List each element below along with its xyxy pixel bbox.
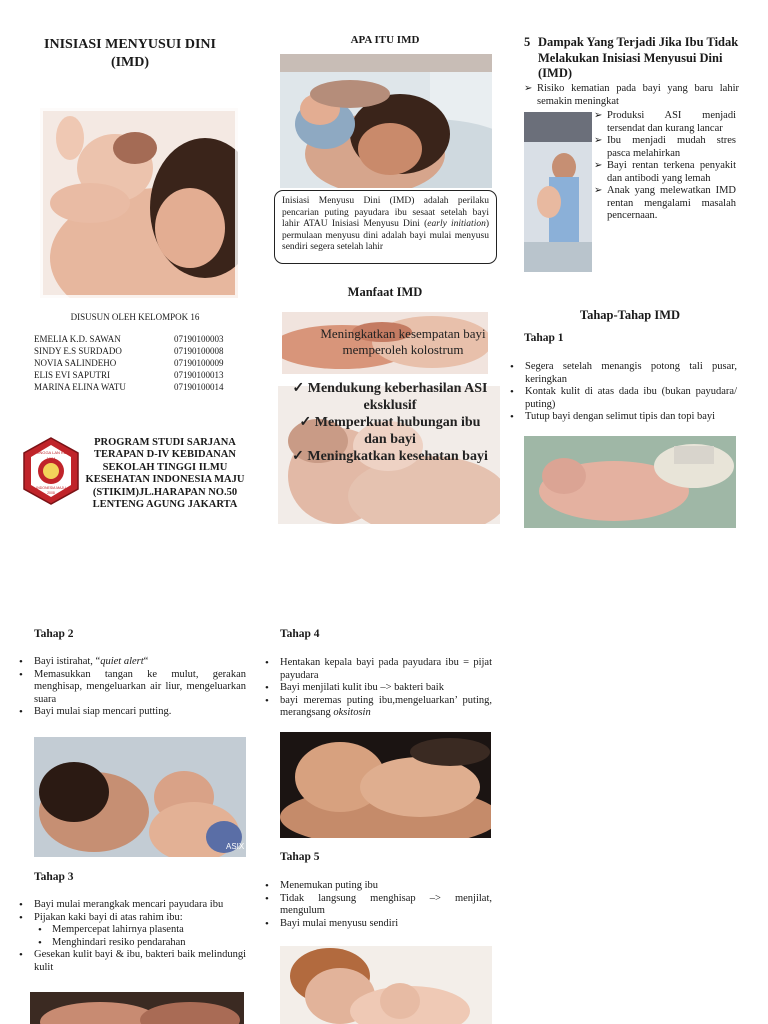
svg-text:1984: 1984: [46, 456, 56, 461]
stikim-logo: [20, 436, 82, 506]
dampak-list: [594, 110, 736, 223]
manfaat-item-text: Mendukung keberhasilan ASI eksklusif: [307, 381, 488, 413]
dampak-first-item: [524, 83, 739, 108]
manfaat-item-text: Memperkuat hubungan ibu dan bayi: [314, 415, 481, 447]
manfaat-list: [290, 326, 490, 465]
member-row: EMELIA K.D. SAWAN 07190100003: [34, 334, 224, 344]
member-row: MARINA ELINA WATU 07190100014: [34, 382, 224, 392]
check-icon: ✓: [292, 381, 305, 396]
dampak-item: ➢ Risiko kematian pada bayi yang baru lahir semakin meningkat: [524, 83, 739, 108]
check-icon: ✓: [292, 449, 304, 464]
tahap-1-list: [507, 361, 737, 424]
manfaat-item: [290, 448, 490, 465]
section-heading-apa-itu-imd: APA ITU IMD: [350, 34, 420, 46]
tahap-1-label: Tahap 1: [524, 332, 564, 344]
program-line: PROGRAM STUDI SARJANA: [94, 437, 236, 448]
svg-text:2008: 2008: [47, 491, 55, 495]
member-row: SINDY E.S SURDADO 07190100008: [34, 346, 224, 356]
dampak-number: 5: [524, 35, 531, 49]
svg-text:INDONESIA MAJU: INDONESIA MAJU: [36, 486, 66, 490]
tahap-item: • Bayi mulai siap mencari putting.: [16, 706, 246, 719]
manfaat-item: [290, 414, 490, 448]
tahap-item: • Gesekan kulit bayi & ibu, bakteri baik melindungi kulit: [16, 949, 246, 974]
program-line: (STIKIM)JL.HARAPAN NO.50: [92, 486, 238, 498]
dampak-item: ➢ Anak yang melewatkan IMD rentan mengalami masalah pencernaan.: [594, 185, 736, 223]
tahap-3-list: [16, 899, 246, 974]
manfaat-item: [290, 380, 490, 414]
dampak-heading: [524, 35, 744, 82]
photo-mother-newborn: [280, 54, 492, 188]
section-heading-tahapan: Tahap-Tahap IMD: [579, 308, 681, 322]
author-heading: DISUSUN OLEH KELOMPOK 16: [70, 312, 200, 322]
cover-photo-mother-baby: [40, 108, 238, 298]
photo-mother-standing: [524, 112, 592, 272]
tahap-4-list: [262, 657, 492, 720]
tahap-2-list: [16, 656, 246, 719]
tahap-item: • Bayi istirahat, “quiet alert“: [16, 656, 246, 669]
tahap-5-label: Tahap 5: [280, 851, 320, 863]
svg-text:HINGGA LAN KU: HINGGA LAN KU: [35, 450, 67, 455]
photo-tahap-2: [34, 737, 246, 857]
dampak-item: ➢ Bayi rentan terkena penyakit dan antibodi yang lemah: [594, 160, 736, 185]
program-line: SEKOLAH TINGGI ILMU: [102, 461, 228, 473]
tahap-item: • Bayi mulai merangkak mencari payudara ibu: [16, 899, 246, 912]
tahap-item: • Menemukan puting ibu: [262, 880, 492, 893]
member-list: [34, 333, 264, 393]
photo-tahap-3: [30, 992, 244, 1024]
program-line: KESEHATAN INDONESIA MAJU: [85, 474, 245, 486]
tahap-item: • bayi meremas puting ibu,mengeluarkan’ puting, merangsang oksitosin: [262, 695, 492, 720]
section-heading-manfaat: Manfaat IMD: [347, 285, 423, 299]
member-row: NOVIA SALINDEHO 07190100009: [34, 358, 224, 368]
program-info: [76, 437, 254, 511]
title-line-1: INISIASI MENYUSUI DINI: [44, 37, 216, 52]
tahap-item: • Memasukkan tangan ke mulut, gerakan menghisap, mengeluarkan air liur, mengeluarkan suara: [16, 669, 246, 707]
photo-watermark: ASIX: [226, 842, 245, 851]
tahap-4-label: Tahap 4: [280, 628, 320, 640]
tahap-item: • Tutup bayi dengan selimut tipis dan topi bayi: [507, 411, 737, 424]
dampak-item: ➢ Ibu menjadi mudah stres pasca melahirkan: [594, 135, 736, 160]
photo-tahap-1: [524, 436, 736, 528]
member-row: ELIS EVI SAPUTRI 07190100013: [34, 370, 224, 380]
tahap-item: • Tidak langsung menghisap –> menjilat, mengulum: [262, 893, 492, 918]
manfaat-item-text: Meningkatkan kesempatan bayi memperoleh kolostrum: [320, 326, 486, 357]
tahap-subitem: • Mempercepat lahirnya plasenta: [16, 924, 246, 937]
tahap-item: • Pijakan kaki bayi di atas rahim ibu:: [16, 912, 246, 925]
program-line: TERAPAN D-IV KEBIDANAN: [94, 449, 236, 461]
manfaat-item-text: Meningkatkan kesehatan bayi: [307, 449, 488, 464]
tahap-item: • Bayi mulai menyusu sendiri: [262, 918, 492, 931]
brochure-title: [20, 36, 240, 72]
tahap-5-list: [262, 880, 492, 930]
tahap-item: • Bayi menjilati kulit ibu –> bakteri baik: [262, 682, 492, 695]
photo-tahap-5: [280, 946, 492, 1024]
tahap-2-label: Tahap 2: [34, 628, 74, 640]
dampak-title: Dampak Yang Terjadi Jika Ibu Tidak Melakukan Inisiasi Menyusui Dini (IMD): [538, 35, 739, 80]
program-line: LENTENG AGUNG JAKARTA: [92, 499, 238, 511]
dampak-item: ➢ Produksi ASI menjadi tersendat dan kurang lancar: [594, 110, 736, 135]
definition-box: Inisiasi Menyusu Dini (IMD) adalah perilaku pencarian puting payudara ibu sesaat setelah bayi lahir ATAU Inisiasi Menyusu Dini (early initiation) permulaan menyusu dini adalah bayi mulai menyusu sendiri segera setelah lahir: [274, 190, 497, 264]
check-icon: ✓: [299, 415, 312, 430]
tahap-item: • Kontak kulit di atas dada ibu (bukan payudara/ puting): [507, 386, 737, 411]
tahap-subitem: • Menghindari resiko pendarahan: [16, 937, 246, 950]
tahap-item: • Segera setelah menangis potong tali pusar, keringkan: [507, 361, 737, 386]
tahap-item: • Hentakan kepala bayi pada payudara ibu = pijat payudara: [262, 657, 492, 682]
tahap-3-label: Tahap 3: [34, 871, 74, 883]
title-line-2: (IMD): [110, 55, 150, 70]
manfaat-item: [290, 326, 490, 358]
photo-tahap-4: [280, 732, 491, 838]
